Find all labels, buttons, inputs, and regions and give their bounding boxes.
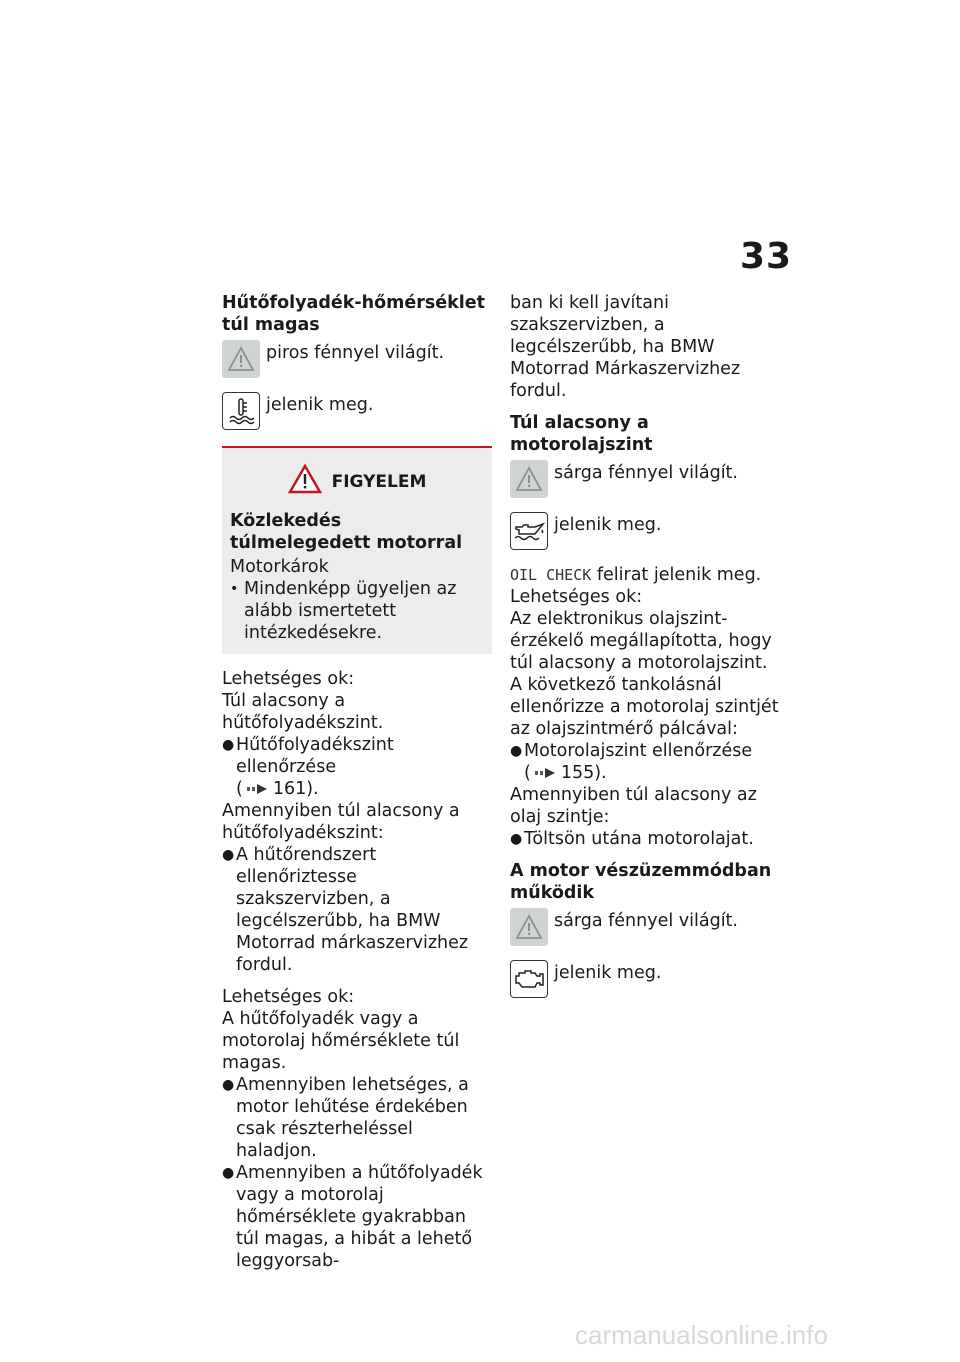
heading-emergency-mode: A motor vészüzemmódban működik — [510, 861, 772, 903]
list-item: ● Amennyiben a hűtőfolyadék vagy a motorolaj hőmérséklete gyakrabban túl magas, a hibát a lehető leggyorsab- — [222, 1163, 483, 1271]
list-item: ● A hűtőrendszert ellenőriztesse szakszervizben, a legcélszerűbb, ha BMW Motorrad márkaszervizhez fordul. — [222, 845, 469, 975]
cause-label: Lehetséges ok: — [222, 669, 355, 689]
warning-triangle-icon — [222, 340, 260, 378]
cause-text: Túl alacsony a hűtőfolyadékszint. — [222, 691, 384, 733]
indicator-text: jelenik meg. — [266, 395, 374, 415]
oil-can-icon — [510, 512, 548, 550]
page-reference-arrow-icon — [535, 767, 557, 779]
indicator-row — [222, 392, 492, 434]
paragraph: ban ki kell javítani szakszervizben, a legcélszerűbb, ha BMW Motorrad Márkaszervizhez fordul. — [510, 293, 741, 401]
warning-triangle-icon — [510, 460, 548, 498]
page-reference-arrow-icon — [247, 783, 269, 795]
right-column — [510, 292, 780, 1012]
warning-triangle-icon — [510, 908, 548, 946]
indicator-row — [222, 340, 492, 382]
warning-box — [222, 446, 492, 654]
oil-check-line: OIL CHECK felirat jelenik meg. — [510, 565, 762, 585]
heading-low-oil: Túl alacsony a motorolajszint — [510, 413, 653, 455]
indicator-text: jelenik meg. — [554, 963, 662, 983]
paragraph: Amennyiben túl alacsony a hűtőfolyadékszint: — [222, 801, 460, 843]
cause-text: A hűtőfolyadék vagy a motorolaj hőmérséklete túl magas. — [222, 1009, 460, 1073]
page-reference[interactable]: ( 161). — [236, 779, 319, 799]
indicator-row — [510, 960, 780, 1002]
warning-triangle-icon — [288, 464, 322, 500]
cause-label: Lehetséges ok: — [222, 987, 355, 1007]
paragraph: Amennyiben túl alacsony az olaj szintje: — [510, 785, 757, 827]
cause-text: Az elektronikus olajszint-érzékelő megállapította, hogy túl alacsony a motorolajszint. A következő tankolásnál ellenőrizze a motorolaj szintjét az olajszintmérő pálcával: — [510, 609, 779, 739]
list-item: ● Töltsön utána motorolajat. — [510, 829, 754, 849]
coolant-temperature-icon — [222, 392, 260, 430]
list-item: ● Motorolajszint ellenőrzése — [510, 741, 753, 761]
left-column — [222, 292, 492, 1272]
indicator-row — [510, 512, 780, 554]
watermark: carmanualsonline.info — [575, 1320, 828, 1350]
indicator-text: sárga fénnyel világít. — [554, 463, 738, 483]
cause-label: Lehetséges ok: — [510, 587, 643, 607]
heading-coolant-temp: Hűtőfolyadék-hőmérséklet túl magas — [222, 293, 486, 335]
list-item: • Mindenképp ügyeljen az alább ismertetett intézkedésekre. — [230, 579, 457, 643]
page-number: 33 — [740, 236, 793, 277]
indicator-text: jelenik meg. — [554, 515, 662, 535]
list-item: ● Hűtőfolyadékszint ellenőrzése — [222, 735, 394, 777]
engine-icon — [510, 960, 548, 998]
warning-title: FIGYELEM — [331, 472, 427, 492]
indicator-row — [510, 908, 780, 950]
indicator-text: sárga fénnyel világít. — [554, 911, 738, 931]
page-reference[interactable]: ( 155). — [524, 763, 607, 783]
indicator-row — [510, 460, 780, 502]
indicator-text: piros fénnyel világít. — [266, 343, 445, 363]
warning-subtitle: Közlekedés túlmelegedett motorral — [230, 511, 463, 553]
list-item: ● Amennyiben lehetséges, a motor lehűtése érdekében csak részterheléssel haladjon. — [222, 1075, 469, 1161]
warning-line: Motorkárok — [230, 557, 329, 577]
